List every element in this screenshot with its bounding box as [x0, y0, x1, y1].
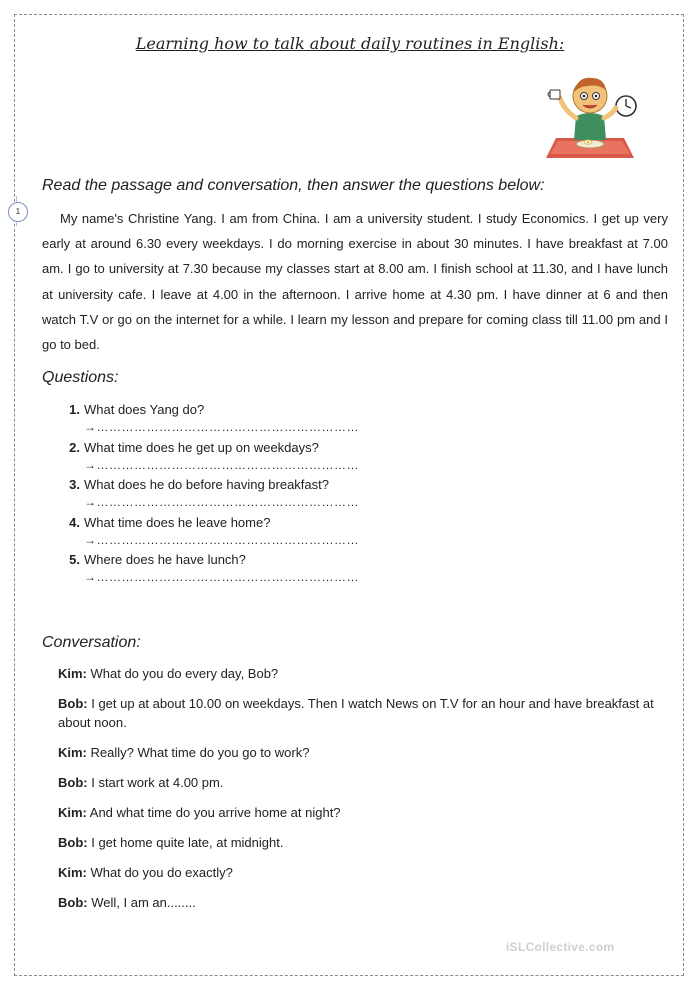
question-number: 2.	[69, 439, 80, 455]
speaker-label: Bob:	[58, 835, 88, 850]
instruction-heading: Read the passage and conversation, then answer the questions below:	[42, 177, 545, 194]
dialogue-line	[58, 863, 658, 882]
answer-line[interactable]: →………………………………………………………	[84, 420, 359, 434]
question-item	[60, 436, 460, 474]
reading-passage: My name's Christine Yang. I am from China. I am a university student. I study Economics. I get up very early at around 6.30 every weekdays. I do morning exercise in about 30 minutes. I have breakfast at 7.00 am. I go to university at 7.30 because my classes start at 8.00 am. I finish school at 11.30, and I have lunch at university cafe. I leave at 4.00 in the afternoon. I arrive home at 4.30 pm. I have dinner at 6 and then watch T.V or go on the internet for a while. I learn my lesson and prepare for coming class till 11.00 pm and I go to bed.	[42, 211, 668, 353]
dialogue-line	[58, 893, 658, 912]
answer-line[interactable]: →………………………………………………………	[84, 457, 359, 472]
dialogue-line	[58, 743, 658, 762]
dialogue-line	[58, 773, 658, 792]
dialogue-line	[58, 803, 658, 822]
question-text: What does he do before having breakfast?	[84, 477, 329, 492]
speaker-label: Bob:	[58, 895, 88, 910]
speaker-label: Bob:	[58, 696, 88, 711]
question-text: What does Yang do?	[84, 402, 205, 417]
question-number: 5.	[69, 552, 80, 567]
answer-line[interactable]: →………………………………………………………	[84, 570, 359, 584]
speaker-label: Kim:	[58, 865, 87, 880]
questions-list	[60, 398, 460, 586]
dialogue-text: Really? What time do you go to work?	[86, 745, 310, 760]
speaker-label: Kim:	[58, 805, 87, 820]
question-number: 3.	[69, 477, 80, 492]
speaker-label: Kim:	[58, 666, 87, 681]
dialogue-text: And what time do you arrive home at night?	[86, 805, 341, 820]
question-number: 1.	[69, 402, 80, 417]
dialogue-text: Well, I am an........	[87, 895, 196, 910]
site-watermark: iSLCollective.com	[506, 940, 615, 954]
dialogue-text: I start work at 4.00 pm.	[87, 775, 224, 790]
speaker-label: Kim:	[58, 745, 87, 760]
dialogue-text: I get home quite late, at midnight.	[87, 835, 284, 850]
question-item	[60, 398, 460, 436]
answer-line[interactable]: →………………………………………………………	[84, 495, 359, 509]
dialogue-line	[58, 694, 658, 732]
dialogue-text: What do you do exactly?	[86, 865, 233, 880]
conversation-block	[58, 664, 658, 923]
conversation-heading: Conversation:	[42, 634, 141, 651]
question-item	[60, 511, 460, 549]
question-text: What time does he leave home?	[84, 514, 271, 530]
dialogue-line	[58, 833, 658, 852]
worksheet-title: Learning how to talk about daily routines in English:	[135, 34, 565, 53]
answer-line[interactable]: →………………………………………………………	[84, 532, 359, 547]
breakfast-clock-clipart-icon	[540, 66, 640, 166]
dialogue-text: I get up at about 10.00 on weekdays. Then I watch News on T.V for an hour and have breakfast at about noon.	[58, 696, 654, 730]
question-text: What time does he get up on weekdays?	[84, 439, 319, 455]
question-number: 4.	[69, 514, 80, 530]
speaker-label: Bob:	[58, 775, 88, 790]
question-text: Where does he have lunch?	[84, 552, 246, 567]
dialogue-line	[58, 664, 658, 683]
question-item	[60, 548, 460, 586]
questions-heading: Questions:	[42, 369, 119, 386]
question-item	[60, 473, 460, 511]
margin-comment-bubble[interactable]: 1	[8, 202, 28, 222]
dialogue-text: What do you do every day, Bob?	[86, 666, 279, 681]
